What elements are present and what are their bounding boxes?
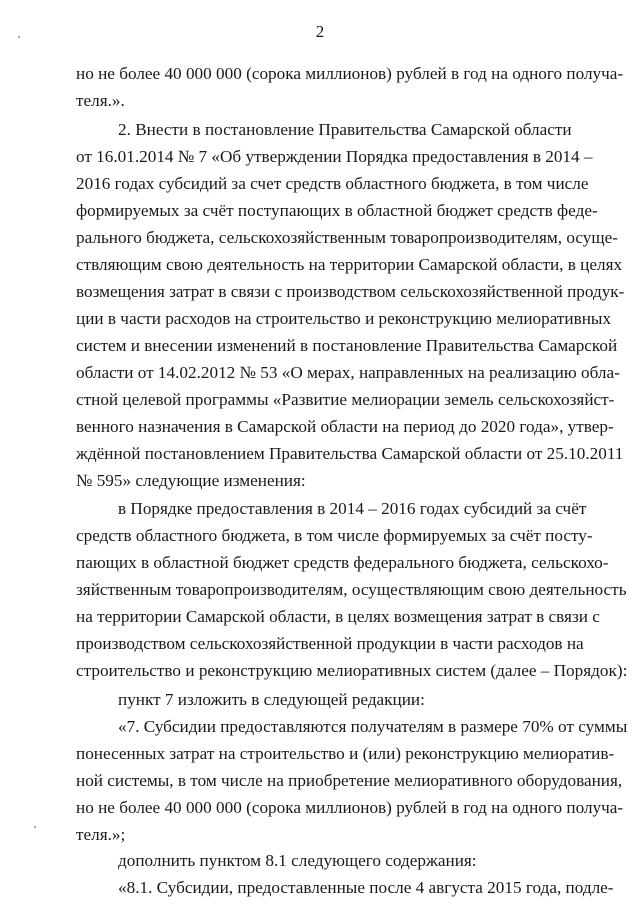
text-line: на территории Самарской области, в целях возмещения затрат в связи с — [76, 607, 600, 626]
quoted-clause-7-start: «7. Субсидии предоставляются получателям в размере 70% от суммы — [118, 717, 628, 736]
text-line: теля.»; — [76, 825, 126, 844]
text-line: зяйственным товаропроизводителям, осуществляющим свою деятельность — [76, 580, 627, 599]
paragraph-start: дополнить пунктом 8.1 следующего содержания: — [118, 851, 477, 870]
text-line: формируемых за счёт поступающих в областной бюджет средств феде- — [76, 201, 598, 220]
text-line: средств областного бюджета, в том числе формируемых за счёт посту- — [76, 526, 593, 545]
scan-speck — [18, 36, 20, 38]
text-line: ждённой постановлением Правительства Самарской области от 25.10.2011 — [76, 444, 624, 463]
text-line: области от 14.02.2012 № 53 «О мерах, направленных на реализацию обла- — [76, 363, 620, 382]
text-line: производством сельскохозяйственной продукции в части расходов на — [76, 634, 584, 653]
text-line: ции в части расходов на строительство и реконструкцию мелиоративных — [76, 309, 612, 328]
quoted-clause-8-1-start: «8.1. Субсидии, предоставленные после 4 августа 2015 года, подле- — [118, 878, 614, 897]
paragraph-2-start: 2. Внести в постановление Правительства Самарской области — [118, 120, 572, 139]
text-line: но не более 40 000 000 (сорока миллионов) рублей в год на одного получа- — [76, 64, 624, 83]
page-number: 2 — [315, 22, 325, 41]
text-line: понесенных затрат на строительство и (или) реконструкцию мелиоратив- — [76, 744, 615, 763]
text-line: рального бюджета, сельскохозяйственным товаропроизводителям, осуще- — [76, 228, 618, 247]
text-line: возмещения затрат в связи с производством сельскохозяйственной продук- — [76, 282, 625, 301]
text-line: № 595» следующие изменения: — [76, 471, 306, 490]
text-line: систем и внесении изменений в постановление Правительства Самарской — [76, 336, 618, 355]
scan-speck — [34, 826, 36, 828]
paragraph-start: в Порядке предоставления в 2014 – 2016 годах субсидий за счёт — [118, 499, 587, 518]
text-line: но не более 40 000 000 (сорока миллионов) рублей в год на одного получа- — [76, 798, 624, 817]
text-line: венного назначения в Самарской области на период до 2020 года», утвер- — [76, 417, 614, 436]
text-line: стной целевой программы «Развитие мелиорации земель сельскохозяйст- — [76, 390, 615, 409]
text-line: теля.». — [76, 91, 125, 110]
text-line: 2016 годах субсидий за счет средств областного бюджета, в том числе — [76, 174, 589, 193]
text-line: пающих в областной бюджет средств федерального бюджета, сельскохо- — [76, 553, 609, 572]
text-line: ной системы, в том числе на приобретение мелиоративного оборудования, — [76, 771, 623, 790]
text-line: от 16.01.2014 № 7 «Об утверждении Порядка предоставления в 2014 – — [76, 147, 593, 166]
text-line: ствляющим свою деятельность на территории Самарской области, в целях — [76, 255, 623, 274]
paragraph-start: пункт 7 изложить в следующей редакции: — [118, 690, 425, 709]
text-line: строительство и реконструкцию мелиоративных систем (далее – Порядок): — [76, 661, 628, 680]
